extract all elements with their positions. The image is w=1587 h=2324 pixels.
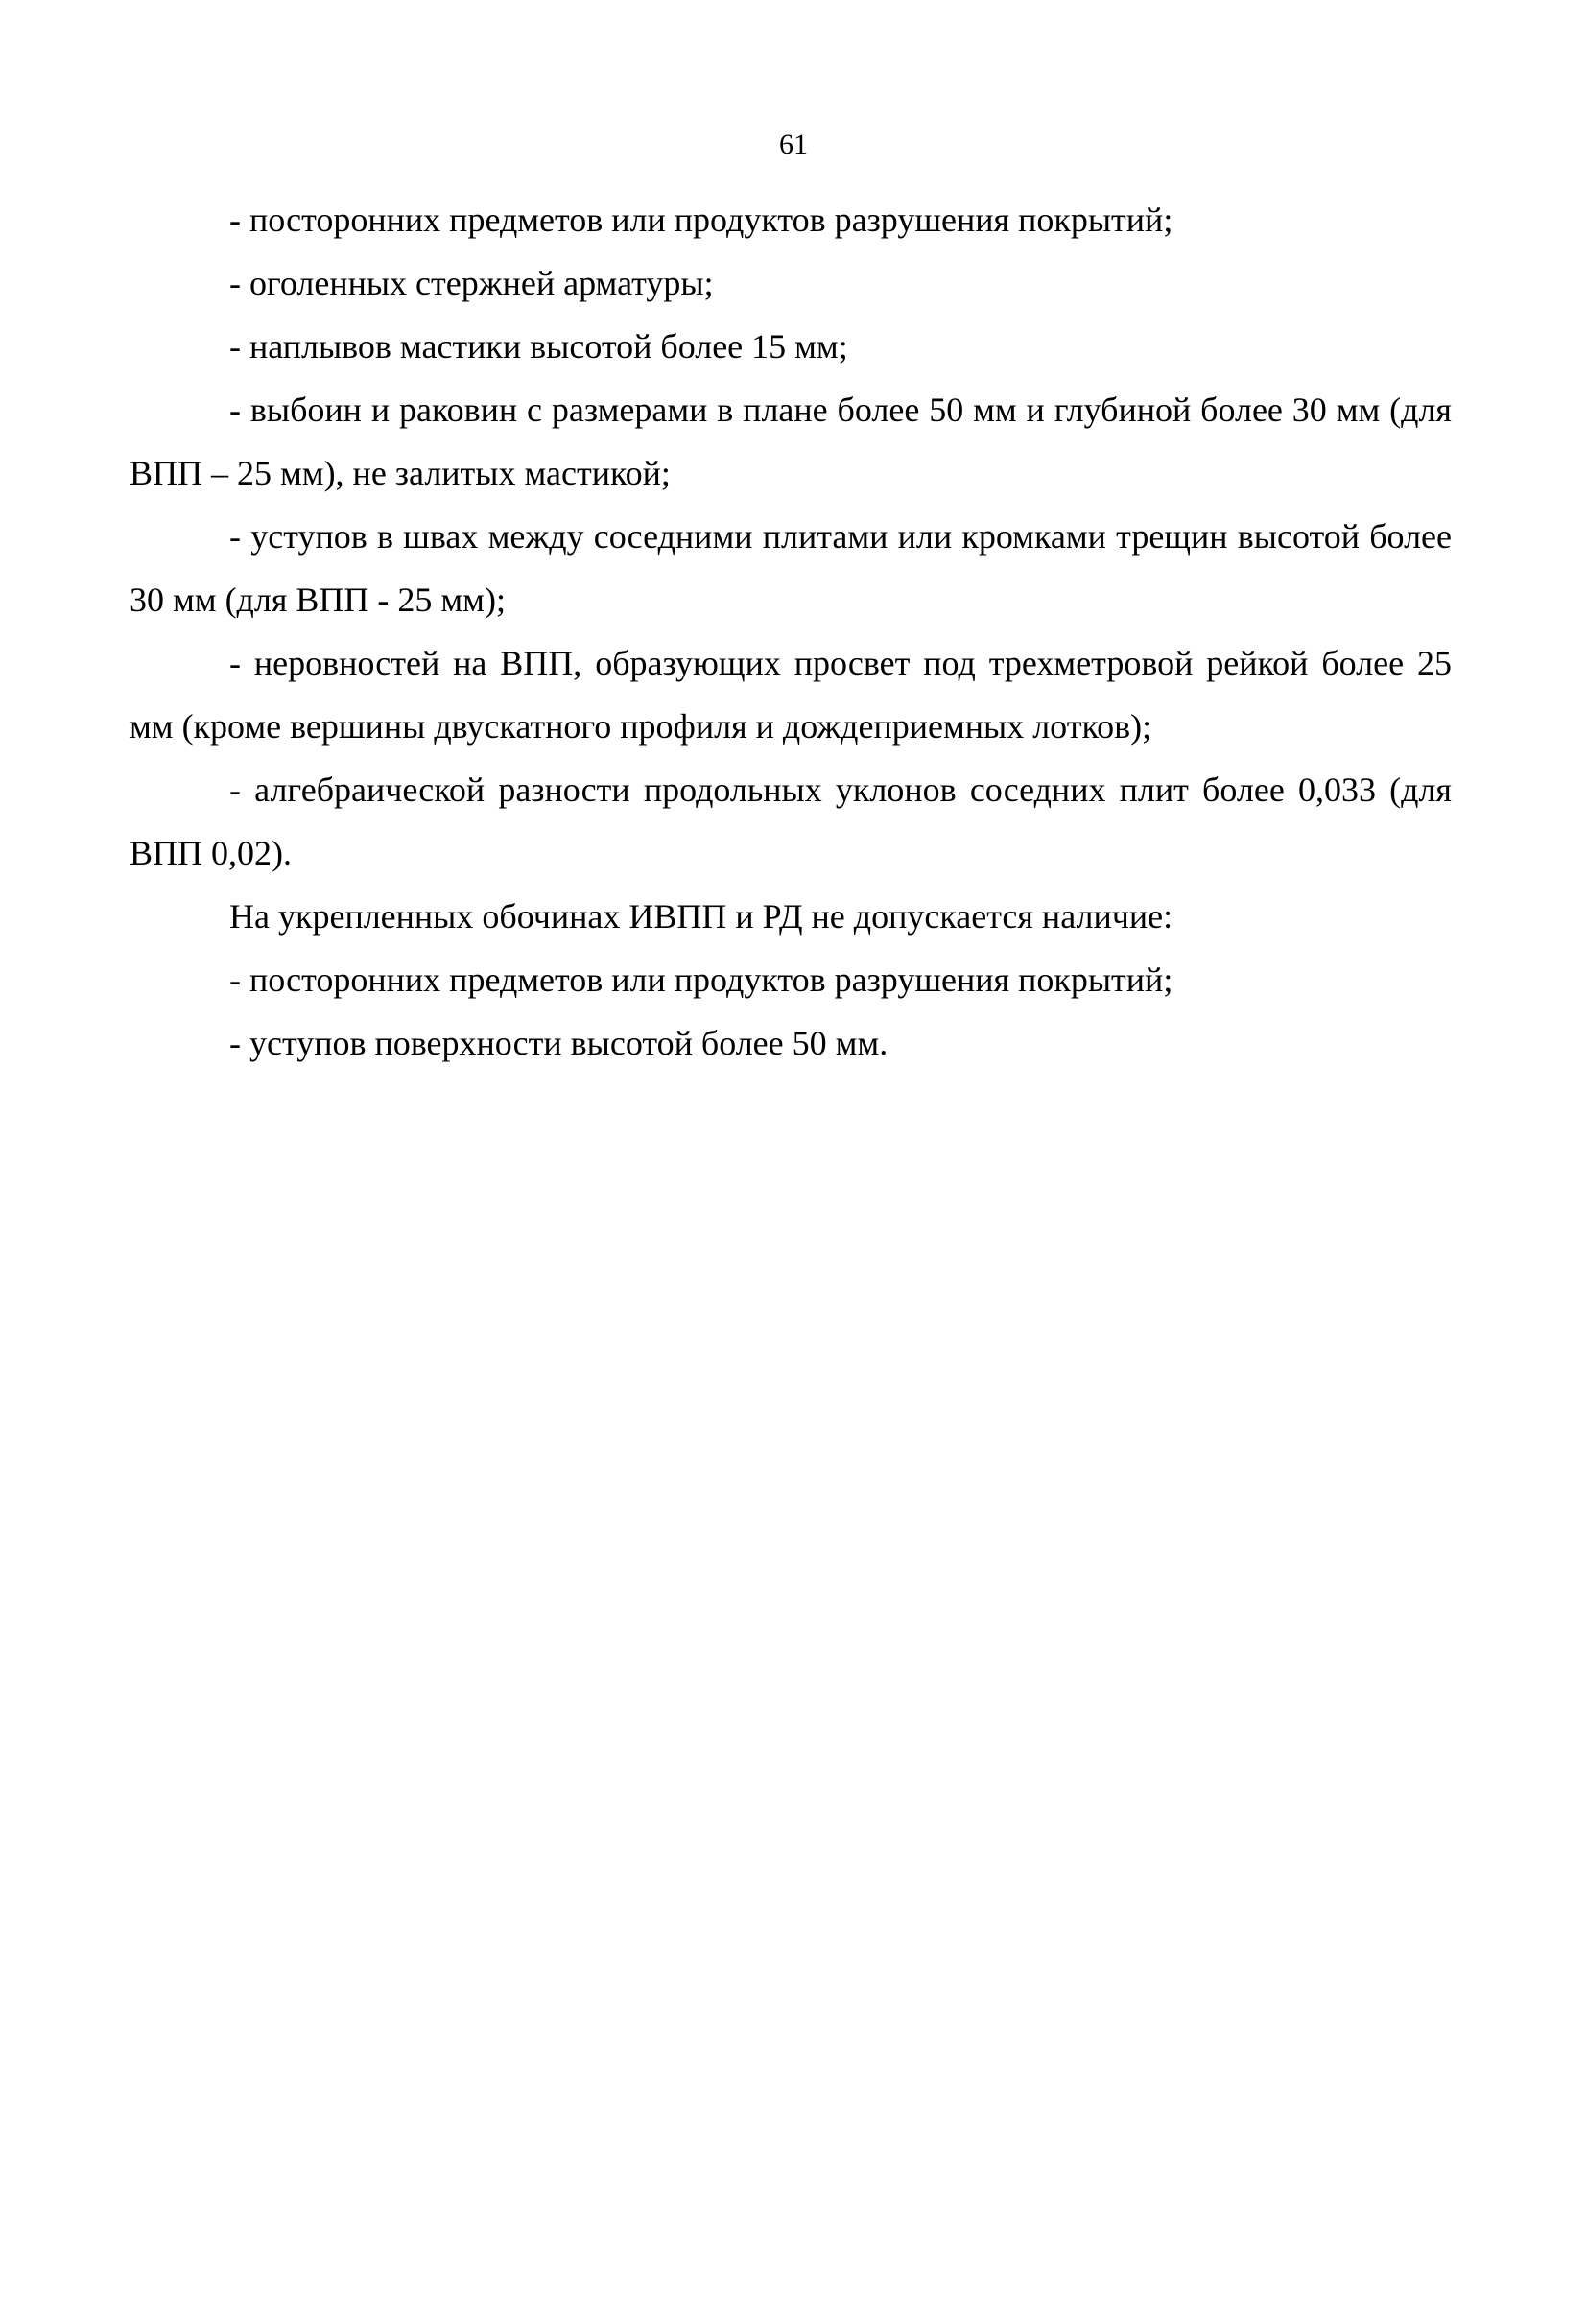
paragraph-shoulders-steps: - уступов поверхности высотой более 50 мм. xyxy=(229,1024,888,1062)
paragraph-foreign-objects: - посторонних предметов или продуктов разрушения покрытий; xyxy=(229,201,1173,239)
paragraph-slope-difference: - алгебраической разности продольных уклонов соседних плит более 0,033 (для ВПП 0,02). xyxy=(130,771,1452,872)
paragraph-mastic-overflow: - наплывов мастики высотой более 15 мм; xyxy=(229,327,848,366)
paragraph-shoulders-intro: На укрепленных обочинах ИВПП и РД не допускается наличие: xyxy=(229,897,1173,936)
paragraph-shoulders-foreign-objects: - посторонних предметов или продуктов разрушения покрытий; xyxy=(229,960,1173,999)
paragraph-exposed-rebar: - оголенных стержней арматуры; xyxy=(229,264,714,302)
paragraph-unevenness: - неровностей на ВПП, образующих просвет под трехметровой рейкой более 25 мм (кроме вершины двускатного профиля и дождеприемных лотков); xyxy=(130,644,1452,746)
page-number: 61 xyxy=(779,129,808,160)
paragraph-joint-steps: - уступов в швах между соседними плитами или кромками трещин высотой более 30 мм (для ВПП - 25 мм); xyxy=(130,517,1452,619)
document-body xyxy=(130,188,1452,1075)
paragraph-potholes: - выбоин и раковин с размерами в плане более 50 мм и глубиной более 30 мм (для ВПП – 25 мм), не залитых мастикой; xyxy=(130,391,1452,492)
